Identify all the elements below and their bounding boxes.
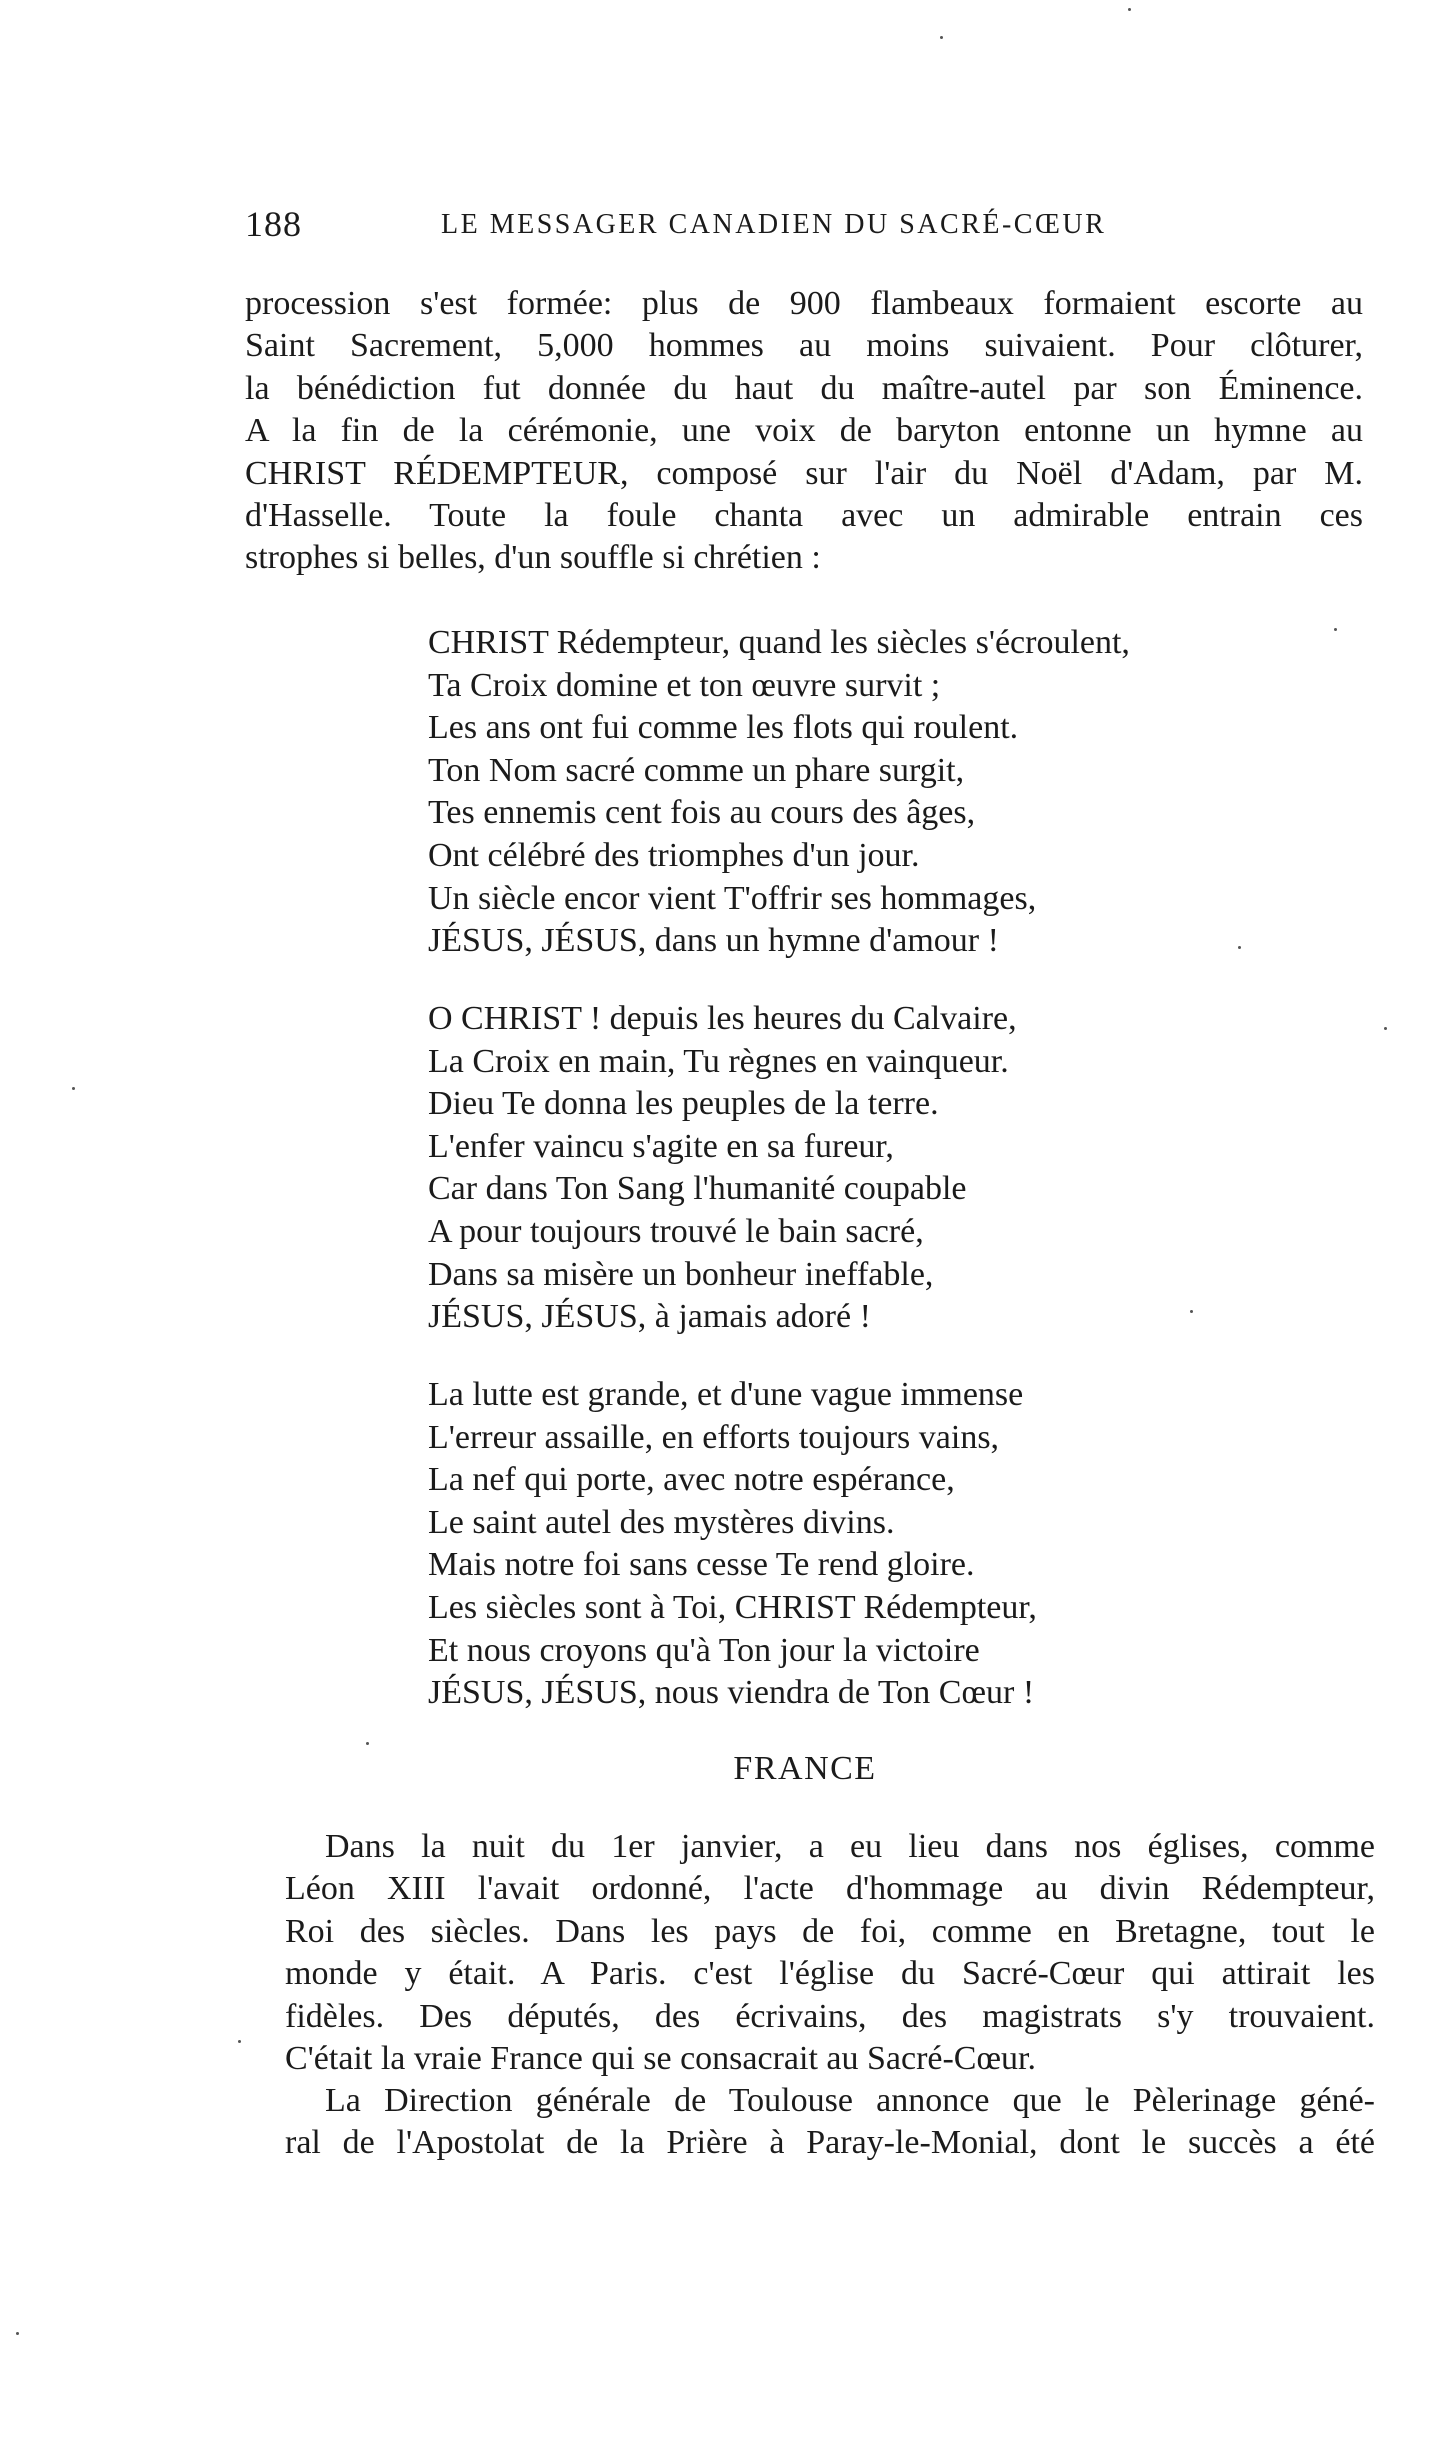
page-number: 188 xyxy=(245,204,302,244)
text-line: A la fin de la cérémonie, une voix de baryton entonne un hymne au xyxy=(245,412,1363,450)
paragraph-procession xyxy=(245,283,1363,580)
verse-line: Ton Nom sacré comme un phare surgit, xyxy=(428,751,965,789)
verse-line: JÉSUS, JÉSUS, à jamais adoré ! xyxy=(428,1298,871,1336)
verse-line: L'erreur assaille, en efforts toujours vains, xyxy=(428,1418,1000,1456)
verse-line: Le saint autel des mystères divins. xyxy=(428,1503,895,1541)
hymn-stanza-3 xyxy=(428,1374,1037,1715)
print-speck xyxy=(366,1742,369,1745)
print-speck xyxy=(1190,1310,1193,1313)
text-line: Léon XIII l'avait ordonné, l'acte d'hommage au divin Rédempteur, xyxy=(285,1870,1375,1908)
verse-line: Dans sa misère un bonheur ineffable, xyxy=(428,1255,934,1293)
print-speck xyxy=(238,2040,241,2043)
text-line: la bénédiction fut donnée du haut du maître-autel par son Éminence. xyxy=(245,369,1363,407)
verse-line: Les ans ont fui comme les flots qui roulent. xyxy=(428,709,1019,747)
page-header xyxy=(245,203,1365,253)
verse-line: Les siècles sont à Toi, CHRIST Rédempteur, xyxy=(428,1588,1037,1626)
text-line: CHRIST RÉDEMPTEUR, composé sur l'air du Noël d'Adam, par M. xyxy=(245,454,1363,492)
section-heading: FRANCE xyxy=(733,1750,877,1787)
print-speck xyxy=(1384,1027,1387,1030)
verse-line: JÉSUS, JÉSUS, dans un hymne d'amour ! xyxy=(428,922,999,960)
verse-line: CHRIST Rédempteur, quand les siècles s'écroulent, xyxy=(428,624,1130,661)
verse-line: A pour toujours trouvé le bain sacré, xyxy=(428,1212,924,1250)
print-speck xyxy=(1334,628,1337,631)
text-line: Saint Sacrement, 5,000 hommes au moins suivaient. Pour clôturer, xyxy=(245,327,1363,365)
paragraph-france xyxy=(285,1826,1375,2080)
verse-line: Car dans Ton Sang l'humanité coupable xyxy=(428,1170,967,1208)
verse-line: La lutte est grande, et d'une vague immense xyxy=(428,1376,1024,1413)
text-line: d'Hasselle. Toute la foule chanta avec un admirable entrain ces xyxy=(245,496,1363,534)
verse-line: Ont célébré des triomphes d'un jour. xyxy=(428,836,920,874)
print-speck xyxy=(72,1087,75,1090)
verse-line: Dieu Te donna les peuples de la terre. xyxy=(428,1085,939,1123)
text-line: ral de l'Apostolat de la Prière à Paray-le-Monial, dont le succès a été xyxy=(285,2124,1375,2162)
verse-line: Tes ennemis cent fois au cours des âges, xyxy=(428,794,976,832)
print-speck xyxy=(16,2332,19,2335)
hymn-stanza-1 xyxy=(428,622,1130,963)
verse-line: La nef qui porte, avec notre espérance, xyxy=(428,1461,955,1499)
text-line: monde y était. A Paris. c'est l'église du Sacré-Cœur qui attirait les xyxy=(285,1955,1375,1993)
text-line: C'était la vraie France qui se consacrait au Sacré-Cœur. xyxy=(285,2039,1036,2077)
verse-line: Et nous croyons qu'à Ton jour la victoire xyxy=(428,1631,980,1669)
verse-line: O CHRIST ! depuis les heures du Calvaire, xyxy=(428,1000,1017,1037)
paragraph-pilgrimage xyxy=(285,2080,1375,2165)
verse-line: L'enfer vaincu s'agite en sa fureur, xyxy=(428,1127,894,1165)
verse-line: La Croix en main, Tu règnes en vainqueur. xyxy=(428,1042,1009,1080)
hymn-stanza-2 xyxy=(428,998,1017,1339)
verse-line: Ta Croix domine et ton œuvre survit ; xyxy=(428,666,941,704)
print-speck xyxy=(1238,946,1241,949)
verse-line: Un siècle encor vient T'offrir ses hommages, xyxy=(428,879,1037,917)
verse-line: Mais notre foi sans cesse Te rend gloire. xyxy=(428,1546,975,1584)
running-title: LE MESSAGER CANADIEN DU SACRÉ-CŒUR xyxy=(441,209,1107,240)
text-line: procession s'est formée: plus de 900 flambeaux formaient escorte au xyxy=(245,285,1363,322)
text-line: fidèles. Des députés, des écrivains, des magistrats s'y trouvaient. xyxy=(285,1997,1375,2035)
print-speck xyxy=(1128,8,1131,11)
text-line: strophes si belles, d'un souffle si chrétien : xyxy=(245,539,821,577)
verse-line: JÉSUS, JÉSUS, nous viendra de Ton Cœur ! xyxy=(428,1674,1035,1712)
text-line: Roi des siècles. Dans les pays de foi, comme en Bretagne, tout le xyxy=(285,1912,1375,1950)
text-line: La Direction générale de Toulouse annonce que le Pèlerinage géné- xyxy=(325,2082,1375,2119)
text-line: Dans la nuit du 1er janvier, a eu lieu dans nos églises, comme xyxy=(325,1828,1375,1865)
print-speck xyxy=(940,36,943,39)
